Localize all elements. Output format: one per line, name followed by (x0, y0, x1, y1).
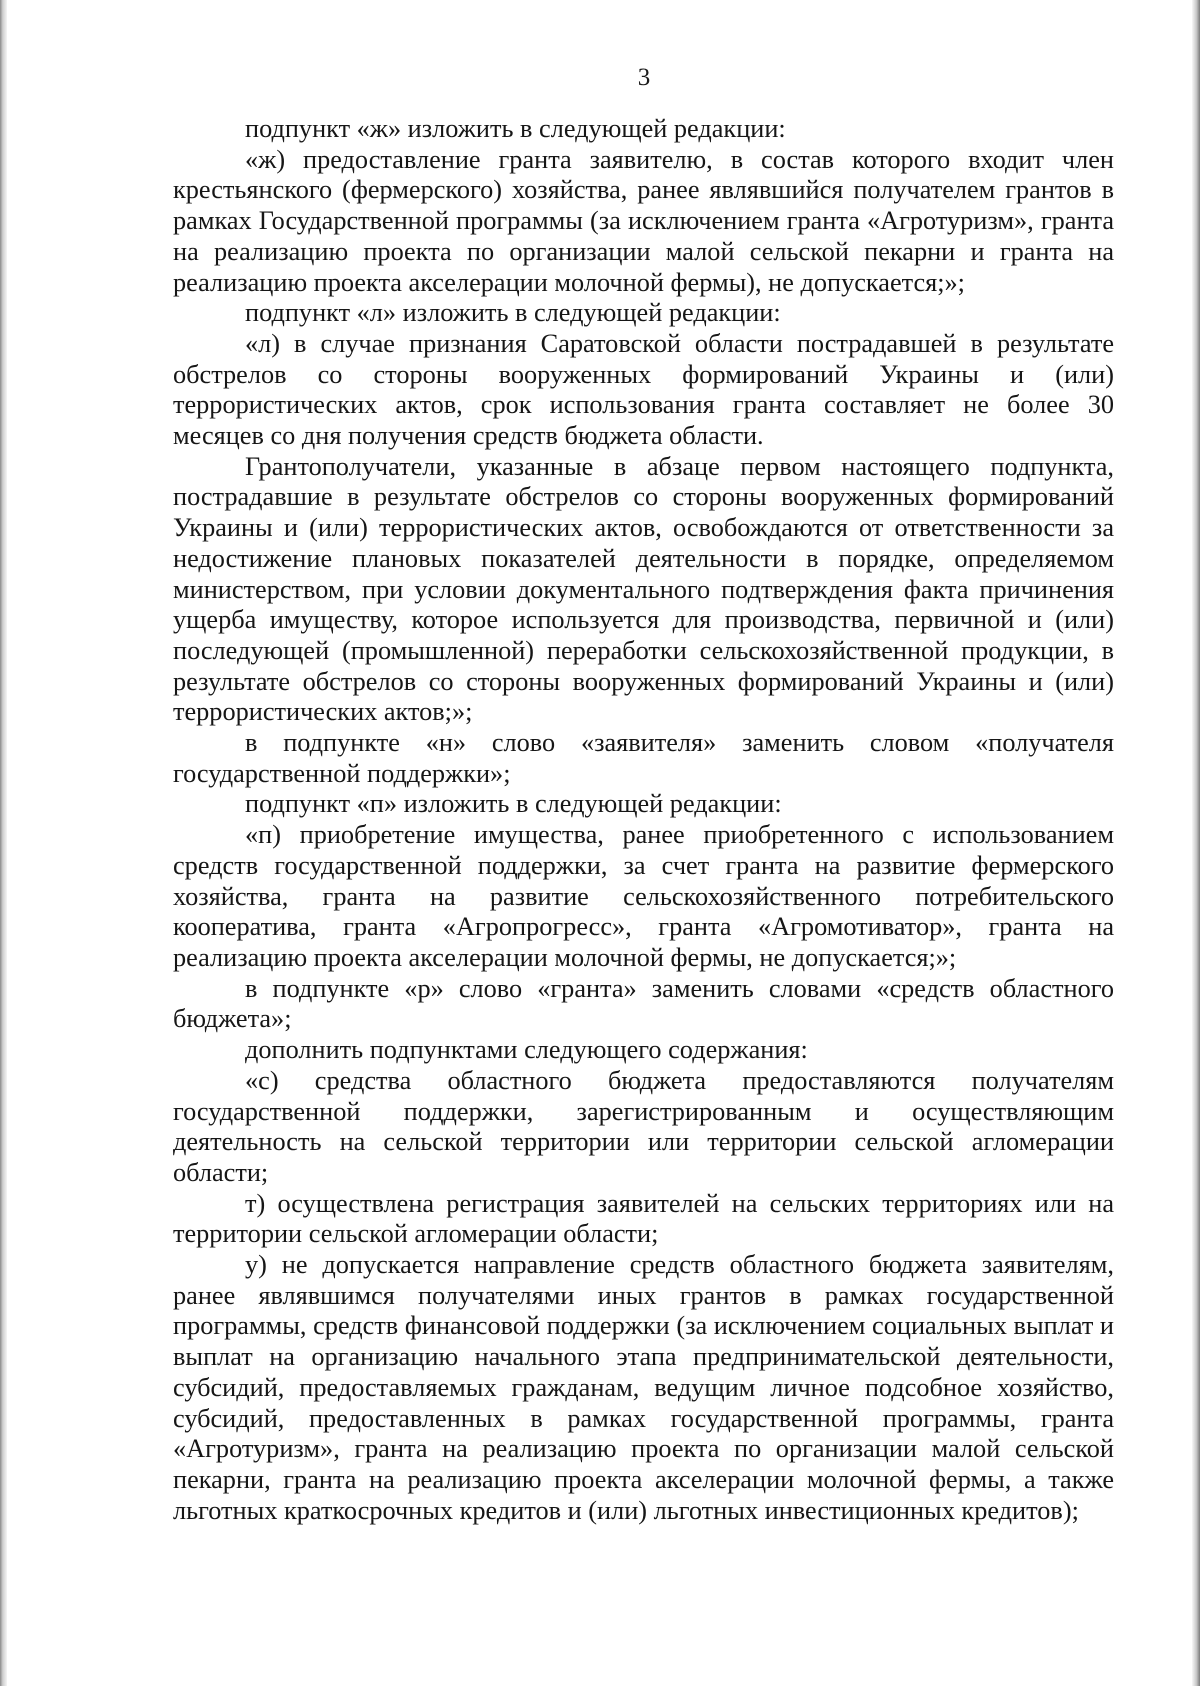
paragraph: подпункт «л» изложить в следующей редакции: (245, 298, 781, 328)
paragraph: Грантополучатели, указанные в абзаце первом настоящего подпункта, пострадавшие в результате обстрелов со стороны вооруженных формирований Украины и (или) террористических актов, освобождаются от ответственности за недостижение плановых показателей деятельности в порядке, определяемом министерством, при условии документального подтверждения факта причинения ущерба имуществу, которое используется для производства, первичной и (или) последующей (промышленной) переработки сельскохозяйственной продукции, в результате обстрелов со стороны вооруженных формирований Украины и (или) террористических актов;»; (173, 451, 1114, 727)
paragraph: «п) приобретение имущества, ранее приобретенного с использованием средств государственной поддержки, за счет гранта на развитие фермерского хозяйства, гранта на развитие сельскохозяйственного потребительского кооператива, гранта «Агропрогресс», гранта «Агромотиватор», гранта на реализацию проекта акселерации молочной фермы, не допускается;»; (173, 820, 1114, 972)
paragraph: в подпункте «н» слово «заявителя» заменить словом «получателя государственной поддержки»; (173, 728, 1114, 788)
paragraph: дополнить подпунктами следующего содержания: (245, 1035, 808, 1065)
paragraph: «ж) предоставление гранта заявителю, в состав которого входит член крестьянского (фермерского) хозяйства, ранее являвшийся получателем грантов в рамках Государственной программы (за исключением гранта «Агротуризм», гранта на реализацию проекта по организации малой сельской пекарни и гранта на реализацию проекта акселерации молочной фермы), не допускается;»; (173, 144, 1114, 297)
page-number: 3 (637, 64, 651, 91)
paragraph: у) не допускается направление средств областного бюджета заявителям, ранее являвшимся получателями иных грантов в рамках государственной программы, средств финансовой поддержки (за исключением социальных выплат и выплат на организацию начального этапа предпринимательской деятельности, субсидий, предоставляемых гражданам, ведущим личное подсобное хозяйство, субсидий, предоставленных в рамках государственной программы, гранта «Агротуризм», гранта на реализацию проекта по организации малой сельской пекарни, гранта на реализацию проекта акселерации молочной фермы, а также льготных краткосрочных кредитов и (или) льготных инвестиционных кредитов); (173, 1250, 1114, 1525)
paragraph: подпункт «п» изложить в следующей редакции: (245, 789, 782, 819)
paragraph: т) осуществлена регистрация заявителей на сельских территориях или на территории сельской агломерации области; (173, 1188, 1114, 1249)
scan-edge-left (0, 0, 7, 1686)
paragraph: подпункт «ж» изложить в следующей редакции: (245, 114, 786, 143)
paragraph: «л) в случае признания Саратовской области пострадавшей в результате обстрелов со стороны вооруженных формирований Украины и (или) террористических актов, срок использования гранта составляет не более 30 месяцев со дня получения средств бюджета области. (173, 328, 1114, 451)
document-body (173, 114, 1114, 1526)
paragraph: «с) средства областного бюджета предоставляются получателям государственной поддержки, зарегистрированным и осуществляющим деятельность на сельской территории или территории сельской агломерации области; (173, 1065, 1114, 1187)
scan-edge-right (1192, 0, 1200, 1686)
paragraph: в подпункте «р» слово «гранта» заменить словами «средств областного бюджета»; (173, 973, 1114, 1034)
